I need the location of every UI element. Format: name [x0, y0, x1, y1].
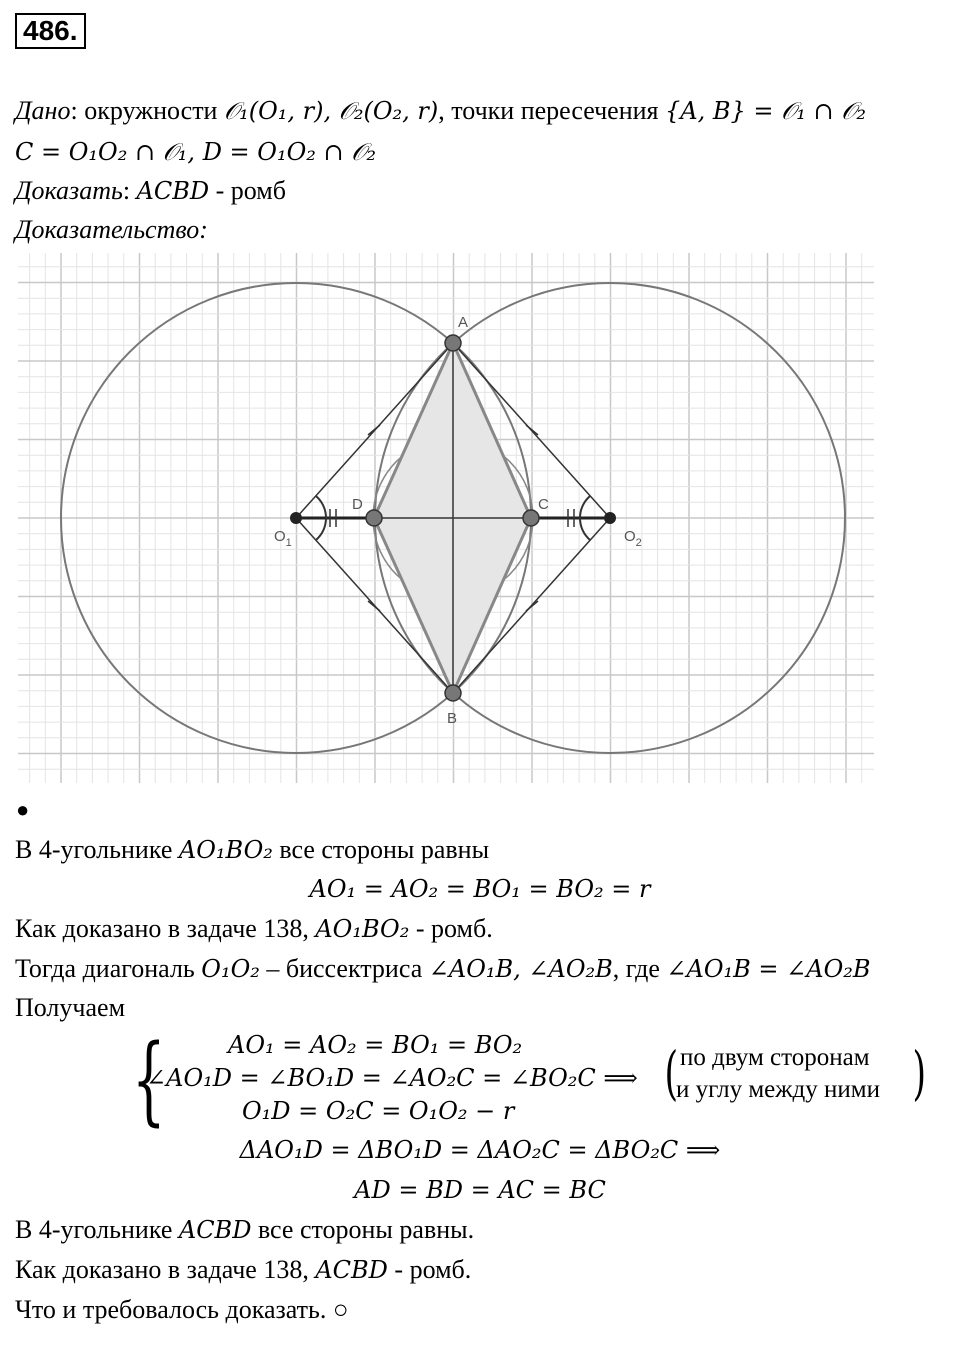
proof-line-9: Как доказано в задаче 138, ACBD - ромб.: [15, 1255, 472, 1284]
proof-line-3: Как доказано в задаче 138, AO₁BO₂ - ромб.: [15, 914, 493, 943]
prove-label: Доказать: [15, 176, 123, 205]
proof-line-8: В 4-угольнике ACBD все стороны равны.: [15, 1215, 475, 1244]
note-line-1: по двум сторонам: [680, 1044, 870, 1071]
label-a: A: [458, 314, 469, 331]
system-brace: {: [132, 1024, 166, 1136]
point-c: [523, 510, 539, 526]
proof-line-1: В 4-угольнике AO₁BO₂ все стороны равны: [15, 835, 490, 864]
label-o2: $O_2$: [624, 528, 642, 549]
proof-line-6: ΔAO₁D = ΔBO₁D = ΔAO₂C = ΔBO₂C ⟹: [239, 1136, 721, 1164]
geometry-figure: [0, 245, 960, 790]
proof-line-4: Тогда диагональ O₁O₂ – биссектриса ∠AO₁B, ∠AO₂B, где ∠AO₁B = ∠AO₂B: [15, 954, 871, 983]
given-line: Дано: окружности 𝒪₁(O₁, r), 𝒪₂(O₂, r), точки пересечения {A, B} = 𝒪₁ ∩ 𝒪₂: [15, 96, 866, 125]
system-line-2: ∠AO₁D = ∠BO₁D = ∠AO₂C = ∠BO₂C ⟹: [146, 1064, 638, 1092]
problem-number: 486.: [15, 13, 86, 49]
bullet: ●: [16, 797, 30, 822]
given-line-2: C = O₁O₂ ∩ 𝒪₁, D = O₁O₂ ∩ 𝒪₂: [15, 138, 377, 166]
label-b: B: [447, 710, 458, 727]
given-label: Дано: [15, 96, 71, 125]
proof-line-5: Получаем: [15, 993, 126, 1022]
proof-line-7: AD = BD = AC = BC: [354, 1176, 606, 1204]
label-c: C: [538, 496, 549, 513]
point-a: [445, 335, 461, 351]
point-o1: [290, 512, 302, 524]
point-o2: [604, 512, 616, 524]
note-line-2: и углу между ними: [676, 1076, 880, 1103]
proof-line-2: AO₁ = AO₂ = BO₁ = BO₂ = r: [309, 875, 651, 903]
proof-label: Доказательство:: [15, 215, 208, 244]
label-o1: $O_1$: [274, 528, 292, 549]
system-line-3: O₁D = O₂C = O₁O₂ − r: [242, 1097, 515, 1125]
proof-line-10: Что и требовалось доказать. ○: [15, 1295, 349, 1324]
system-line-1: AO₁ = AO₂ = BO₁ = BO₂: [228, 1031, 523, 1059]
label-d: D: [352, 496, 363, 513]
point-d: [366, 510, 382, 526]
point-b: [445, 685, 461, 701]
prove-line: Доказать: ACBD - ромб: [15, 176, 286, 205]
